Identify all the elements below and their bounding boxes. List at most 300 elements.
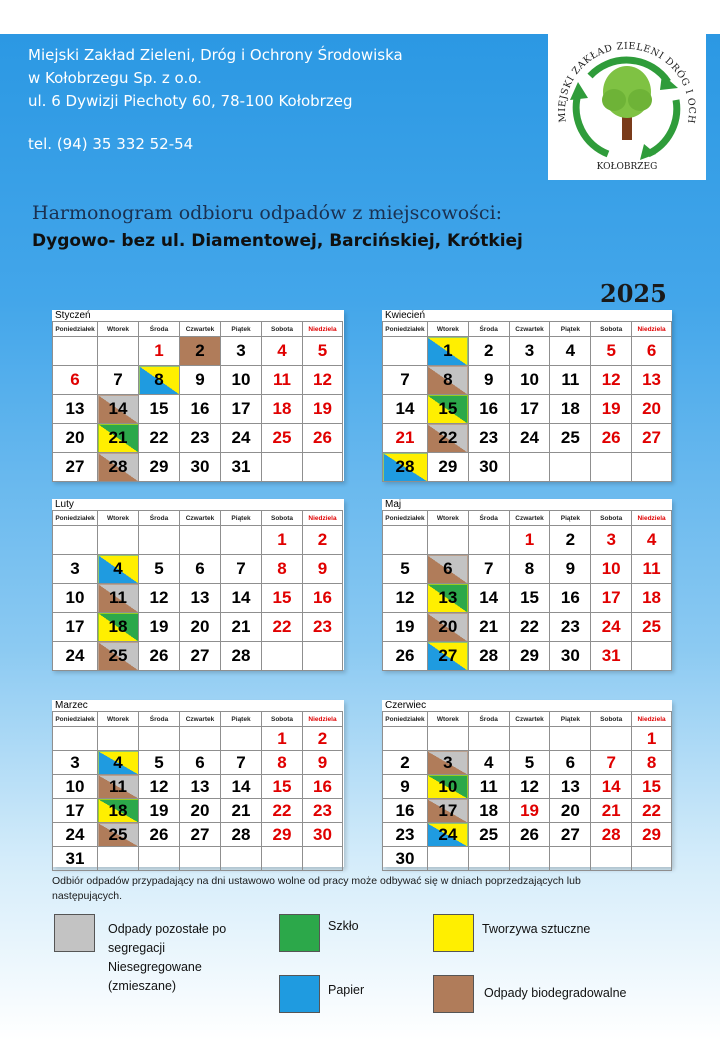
day-cell: 1 <box>262 526 303 555</box>
empty-day-cell <box>550 453 591 482</box>
weekday-header: Środa <box>468 712 509 727</box>
weekday-header: Środa <box>468 511 509 526</box>
day-cell: 16 <box>383 799 428 823</box>
day-cell: 3 <box>53 555 98 584</box>
empty-day-cell <box>221 847 262 871</box>
empty-day-cell <box>98 847 139 871</box>
day-cell: 5 <box>383 555 428 584</box>
empty-day-cell <box>591 847 632 871</box>
day-cell: 10 <box>509 366 550 395</box>
month-grid <box>382 711 672 871</box>
weekday-header: Środa <box>139 511 180 526</box>
month-name: Styczeń <box>55 310 91 321</box>
day-cell: 31 <box>53 847 98 871</box>
day-cell: 7 <box>383 366 428 395</box>
day-cell: 20 <box>550 799 591 823</box>
collection-day-cell: 4 <box>98 555 139 584</box>
legend-brown-swatch <box>433 975 474 1013</box>
weekday-header: Piątek <box>550 322 591 337</box>
empty-day-cell <box>632 453 672 482</box>
day-cell: 4 <box>262 337 303 366</box>
day-cell: 7 <box>98 366 139 395</box>
day-cell: 23 <box>468 424 509 453</box>
day-cell: 19 <box>139 799 180 823</box>
weekday-header: Niedziela <box>303 511 343 526</box>
empty-day-cell <box>221 526 262 555</box>
weekday-header: Czwartek <box>509 511 550 526</box>
empty-day-cell <box>139 847 180 871</box>
day-cell: 9 <box>303 555 343 584</box>
day-cell: 29 <box>262 823 303 847</box>
day-cell: 22 <box>262 613 303 642</box>
day-cell: 20 <box>53 424 98 453</box>
calendar-may <box>382 499 672 670</box>
empty-day-cell <box>632 642 672 671</box>
day-cell: 28 <box>591 823 632 847</box>
month-name: Marzec <box>55 700 88 711</box>
day-cell: 31 <box>221 453 262 482</box>
collection-day-cell: 25 <box>98 823 139 847</box>
day-cell: 12 <box>591 366 632 395</box>
day-cell: 18 <box>632 584 672 613</box>
empty-day-cell <box>468 847 509 871</box>
day-cell: 9 <box>180 366 221 395</box>
legend-gray-label: Odpady pozostałe po segregacji Niesegregowane (zmieszane) <box>108 922 227 993</box>
day-cell: 22 <box>139 424 180 453</box>
weekday-header: Poniedziałek <box>53 322 98 337</box>
day-cell: 30 <box>383 847 428 871</box>
day-cell: 24 <box>509 424 550 453</box>
calendar-march <box>52 700 344 867</box>
day-cell: 17 <box>53 799 98 823</box>
day-cell: 12 <box>139 584 180 613</box>
day-cell: 15 <box>139 395 180 424</box>
calendar-april <box>382 310 672 481</box>
day-cell: 13 <box>53 395 98 424</box>
day-cell: 10 <box>591 555 632 584</box>
day-cell: 5 <box>509 751 550 775</box>
day-cell: 23 <box>303 799 343 823</box>
day-cell: 26 <box>139 823 180 847</box>
collection-day-cell: 11 <box>98 584 139 613</box>
day-cell: 4 <box>632 526 672 555</box>
day-cell: 13 <box>550 775 591 799</box>
day-cell: 1 <box>632 727 672 751</box>
empty-day-cell <box>53 727 98 751</box>
day-cell: 17 <box>221 395 262 424</box>
weekday-header: Czwartek <box>180 511 221 526</box>
day-cell: 17 <box>591 584 632 613</box>
day-cell: 16 <box>468 395 509 424</box>
empty-day-cell <box>591 453 632 482</box>
day-cell: 7 <box>221 751 262 775</box>
month-name: Luty <box>55 499 74 510</box>
empty-day-cell <box>509 847 550 871</box>
weekday-header: Czwartek <box>509 712 550 727</box>
day-cell: 19 <box>591 395 632 424</box>
collection-day-cell: 25 <box>98 642 139 671</box>
day-cell: 3 <box>53 751 98 775</box>
empty-day-cell <box>303 642 343 671</box>
day-cell: 29 <box>509 642 550 671</box>
empty-day-cell <box>180 727 221 751</box>
empty-day-cell <box>427 727 468 751</box>
day-cell: 26 <box>303 424 343 453</box>
collection-day-cell: 21 <box>98 424 139 453</box>
schedule-title: Harmonogram odbioru odpadów z miejscowości: <box>32 202 503 224</box>
empty-day-cell <box>550 847 591 871</box>
day-cell: 23 <box>550 613 591 642</box>
day-cell: 2 <box>550 526 591 555</box>
weekday-header: Poniedziałek <box>53 511 98 526</box>
weekday-header: Sobota <box>591 322 632 337</box>
day-cell: 4 <box>550 337 591 366</box>
day-cell: 28 <box>468 642 509 671</box>
day-cell: 20 <box>180 799 221 823</box>
day-cell: 14 <box>221 775 262 799</box>
legend-brown-label: Odpady biodegradowalne <box>484 986 627 1000</box>
day-cell: 21 <box>468 613 509 642</box>
day-cell: 26 <box>509 823 550 847</box>
day-cell: 24 <box>221 424 262 453</box>
day-cell: 6 <box>632 337 672 366</box>
day-cell: 30 <box>180 453 221 482</box>
day-cell: 11 <box>550 366 591 395</box>
collection-day-cell: 27 <box>427 642 468 671</box>
day-cell: 5 <box>303 337 343 366</box>
day-cell: 10 <box>53 584 98 613</box>
day-cell: 5 <box>139 555 180 584</box>
weekday-header: Niedziela <box>303 712 343 727</box>
legend-yellow-swatch <box>433 914 474 952</box>
day-cell: 20 <box>180 613 221 642</box>
day-cell: 9 <box>550 555 591 584</box>
weekday-header: Sobota <box>262 712 303 727</box>
collection-day-cell: 20 <box>427 613 468 642</box>
legend-green-swatch <box>279 914 320 952</box>
day-cell: 31 <box>591 642 632 671</box>
day-cell: 10 <box>53 775 98 799</box>
empty-day-cell <box>509 453 550 482</box>
day-cell: 23 <box>180 424 221 453</box>
empty-day-cell <box>468 727 509 751</box>
day-cell: 25 <box>550 424 591 453</box>
day-cell: 16 <box>303 584 343 613</box>
weekday-header: Niedziela <box>632 322 672 337</box>
empty-day-cell <box>262 453 303 482</box>
day-cell: 12 <box>383 584 428 613</box>
calendar-january <box>52 310 344 481</box>
schedule-year: 2025 <box>600 279 667 308</box>
day-cell: 3 <box>591 526 632 555</box>
company-name-line1: Miejski Zakład Zieleni, Dróg i Ochrony Środowiska <box>28 46 403 64</box>
collection-day-cell: 22 <box>427 424 468 453</box>
empty-day-cell <box>180 526 221 555</box>
weekday-header: Poniedziałek <box>383 322 428 337</box>
day-cell: 2 <box>468 337 509 366</box>
weekday-header: Czwartek <box>180 322 221 337</box>
collection-day-cell: 10 <box>427 775 468 799</box>
weekday-header: Wtorek <box>98 511 139 526</box>
day-cell: 13 <box>180 584 221 613</box>
month-name: Maj <box>385 499 402 510</box>
legend-yellow-label: Tworzywa sztuczne <box>482 922 591 936</box>
day-cell: 5 <box>591 337 632 366</box>
day-cell: 9 <box>383 775 428 799</box>
day-cell: 27 <box>53 453 98 482</box>
empty-day-cell <box>98 526 139 555</box>
day-cell: 8 <box>262 555 303 584</box>
company-address: ul. 6 Dywizji Piechoty 60, 78-100 Kołobrzeg <box>28 92 353 110</box>
day-cell: 3 <box>221 337 262 366</box>
day-cell: 29 <box>427 453 468 482</box>
month-grid <box>382 321 672 482</box>
collection-day-cell: 13 <box>427 584 468 613</box>
day-cell: 26 <box>139 642 180 671</box>
day-cell: 19 <box>139 613 180 642</box>
weekday-header: Piątek <box>221 322 262 337</box>
day-cell: 19 <box>383 613 428 642</box>
day-cell: 6 <box>53 366 98 395</box>
day-cell: 22 <box>509 613 550 642</box>
calendar-june <box>382 700 672 867</box>
day-cell: 8 <box>509 555 550 584</box>
logo-ring-text: MIEJSKI ZAKŁAD ZIELENI DRÓG I OCH <box>556 40 698 125</box>
legend-gray-swatch <box>54 914 95 952</box>
weekday-header: Sobota <box>591 511 632 526</box>
weekday-header: Wtorek <box>427 712 468 727</box>
empty-day-cell <box>262 642 303 671</box>
day-cell: 14 <box>468 584 509 613</box>
empty-day-cell <box>468 526 509 555</box>
weekday-header: Wtorek <box>98 712 139 727</box>
day-cell: 16 <box>303 775 343 799</box>
day-cell: 20 <box>632 395 672 424</box>
day-cell: 24 <box>53 823 98 847</box>
empty-day-cell <box>53 526 98 555</box>
empty-day-cell <box>98 337 139 366</box>
weekday-header: Niedziela <box>632 511 672 526</box>
day-cell: 14 <box>221 584 262 613</box>
empty-day-cell <box>303 847 343 871</box>
day-cell: 5 <box>139 751 180 775</box>
day-cell: 2 <box>303 526 343 555</box>
day-cell: 30 <box>468 453 509 482</box>
day-cell: 6 <box>180 555 221 584</box>
day-cell: 25 <box>632 613 672 642</box>
collection-day-cell: 18 <box>98 799 139 823</box>
day-cell: 12 <box>303 366 343 395</box>
collection-day-cell: 11 <box>98 775 139 799</box>
collection-day-cell: 14 <box>98 395 139 424</box>
day-cell: 8 <box>632 751 672 775</box>
empty-day-cell <box>221 727 262 751</box>
collection-day-cell: 1 <box>427 337 468 366</box>
day-cell: 22 <box>632 799 672 823</box>
day-cell: 18 <box>550 395 591 424</box>
company-name-line2: w Kołobrzegu Sp. z o.o. <box>28 69 202 87</box>
day-cell: 4 <box>468 751 509 775</box>
weekday-header: Sobota <box>262 511 303 526</box>
empty-day-cell <box>427 847 468 871</box>
collection-day-cell: 8 <box>139 366 180 395</box>
weekday-header: Piątek <box>550 511 591 526</box>
day-cell: 16 <box>550 584 591 613</box>
weekday-header: Niedziela <box>632 712 672 727</box>
day-cell: 18 <box>262 395 303 424</box>
calendar-february <box>52 499 344 670</box>
day-cell: 6 <box>180 751 221 775</box>
day-cell: 11 <box>468 775 509 799</box>
collection-day-cell: 3 <box>427 751 468 775</box>
day-cell: 14 <box>383 395 428 424</box>
month-grid <box>52 321 343 482</box>
weekday-header: Sobota <box>262 322 303 337</box>
month-grid <box>382 510 672 671</box>
day-cell: 26 <box>383 642 428 671</box>
weekday-header: Piątek <box>221 712 262 727</box>
day-cell: 28 <box>221 642 262 671</box>
collection-day-cell: 6 <box>427 555 468 584</box>
empty-day-cell <box>139 727 180 751</box>
empty-day-cell <box>180 847 221 871</box>
top-white-band <box>0 0 720 34</box>
weekday-header: Środa <box>468 322 509 337</box>
weekday-header: Poniedziałek <box>383 511 428 526</box>
day-cell: 9 <box>303 751 343 775</box>
day-cell: 13 <box>180 775 221 799</box>
legend-green-label: Szkło <box>328 919 359 933</box>
collection-day-cell: 2 <box>180 337 221 366</box>
day-cell: 6 <box>550 751 591 775</box>
legend-blue-label: Papier <box>328 983 365 997</box>
weekday-header: Piątek <box>550 712 591 727</box>
empty-day-cell <box>383 727 428 751</box>
day-cell: 21 <box>221 613 262 642</box>
day-cell: 22 <box>262 799 303 823</box>
weekday-header: Wtorek <box>98 322 139 337</box>
weekday-header: Wtorek <box>427 511 468 526</box>
weekday-header: Czwartek <box>180 712 221 727</box>
weekday-header: Środa <box>139 322 180 337</box>
collection-day-cell: 24 <box>427 823 468 847</box>
weekday-header: Poniedziałek <box>383 712 428 727</box>
day-cell: 7 <box>468 555 509 584</box>
day-cell: 1 <box>139 337 180 366</box>
empty-day-cell <box>632 847 672 871</box>
day-cell: 19 <box>303 395 343 424</box>
day-cell: 11 <box>262 366 303 395</box>
day-cell: 25 <box>468 823 509 847</box>
legend-blue-swatch <box>279 975 320 1013</box>
logo-bottom-text: KOŁOBRZEG <box>596 162 658 172</box>
day-cell: 30 <box>303 823 343 847</box>
company-logo <box>548 30 706 180</box>
collection-day-cell: 8 <box>427 366 468 395</box>
holiday-note: Odbiór odpadów przypadający na dni ustawowo wolne od pracy może odbywać się w dniach poprzedzających lub następujących. <box>52 875 581 902</box>
day-cell: 7 <box>591 751 632 775</box>
empty-day-cell <box>383 337 428 366</box>
day-cell: 2 <box>383 751 428 775</box>
day-cell: 27 <box>180 642 221 671</box>
day-cell: 14 <box>591 775 632 799</box>
company-phone: tel. (94) 35 332 52-54 <box>28 135 194 153</box>
day-cell: 25 <box>262 424 303 453</box>
weekday-header: Czwartek <box>509 322 550 337</box>
day-cell: 15 <box>632 775 672 799</box>
day-cell: 28 <box>221 823 262 847</box>
day-cell: 21 <box>591 799 632 823</box>
day-cell: 2 <box>303 727 343 751</box>
month-name: Kwiecień <box>385 310 426 321</box>
day-cell: 24 <box>591 613 632 642</box>
day-cell: 7 <box>221 555 262 584</box>
day-cell: 1 <box>509 526 550 555</box>
collection-day-cell: 17 <box>427 799 468 823</box>
day-cell: 16 <box>180 395 221 424</box>
day-cell: 27 <box>550 823 591 847</box>
month-grid <box>52 510 343 671</box>
day-cell: 15 <box>509 584 550 613</box>
day-cell: 23 <box>303 613 343 642</box>
empty-day-cell <box>427 526 468 555</box>
day-cell: 29 <box>139 453 180 482</box>
day-cell: 24 <box>53 642 98 671</box>
day-cell: 27 <box>632 424 672 453</box>
day-cell: 15 <box>262 584 303 613</box>
day-cell: 10 <box>221 366 262 395</box>
day-cell: 13 <box>632 366 672 395</box>
day-cell: 3 <box>509 337 550 366</box>
weekday-header: Piątek <box>221 511 262 526</box>
day-cell: 12 <box>509 775 550 799</box>
weekday-header: Niedziela <box>303 322 343 337</box>
weekday-header: Poniedziałek <box>53 712 98 727</box>
empty-day-cell <box>262 847 303 871</box>
day-cell: 12 <box>139 775 180 799</box>
empty-day-cell <box>303 453 343 482</box>
empty-day-cell <box>139 526 180 555</box>
schedule-location: Dygowo- bez ul. Diamentowej, Barcińskiej, Krótkiej <box>32 231 523 251</box>
day-cell: 17 <box>53 613 98 642</box>
collection-day-cell: 18 <box>98 613 139 642</box>
day-cell: 21 <box>221 799 262 823</box>
day-cell: 21 <box>383 424 428 453</box>
day-cell: 29 <box>632 823 672 847</box>
collection-day-cell: 28 <box>98 453 139 482</box>
month-grid <box>52 711 343 871</box>
day-cell: 9 <box>468 366 509 395</box>
empty-day-cell <box>550 727 591 751</box>
day-cell: 19 <box>509 799 550 823</box>
collection-day-cell: 4 <box>98 751 139 775</box>
day-cell: 23 <box>383 823 428 847</box>
day-cell: 26 <box>591 424 632 453</box>
weekday-header: Sobota <box>591 712 632 727</box>
day-cell: 1 <box>262 727 303 751</box>
empty-day-cell <box>591 727 632 751</box>
day-cell: 30 <box>550 642 591 671</box>
collection-day-cell: 15 <box>427 395 468 424</box>
day-cell: 17 <box>509 395 550 424</box>
day-cell: 8 <box>262 751 303 775</box>
empty-day-cell <box>509 727 550 751</box>
weekday-header: Środa <box>139 712 180 727</box>
day-cell: 18 <box>468 799 509 823</box>
empty-day-cell <box>98 727 139 751</box>
day-cell: 11 <box>632 555 672 584</box>
day-cell: 15 <box>262 775 303 799</box>
